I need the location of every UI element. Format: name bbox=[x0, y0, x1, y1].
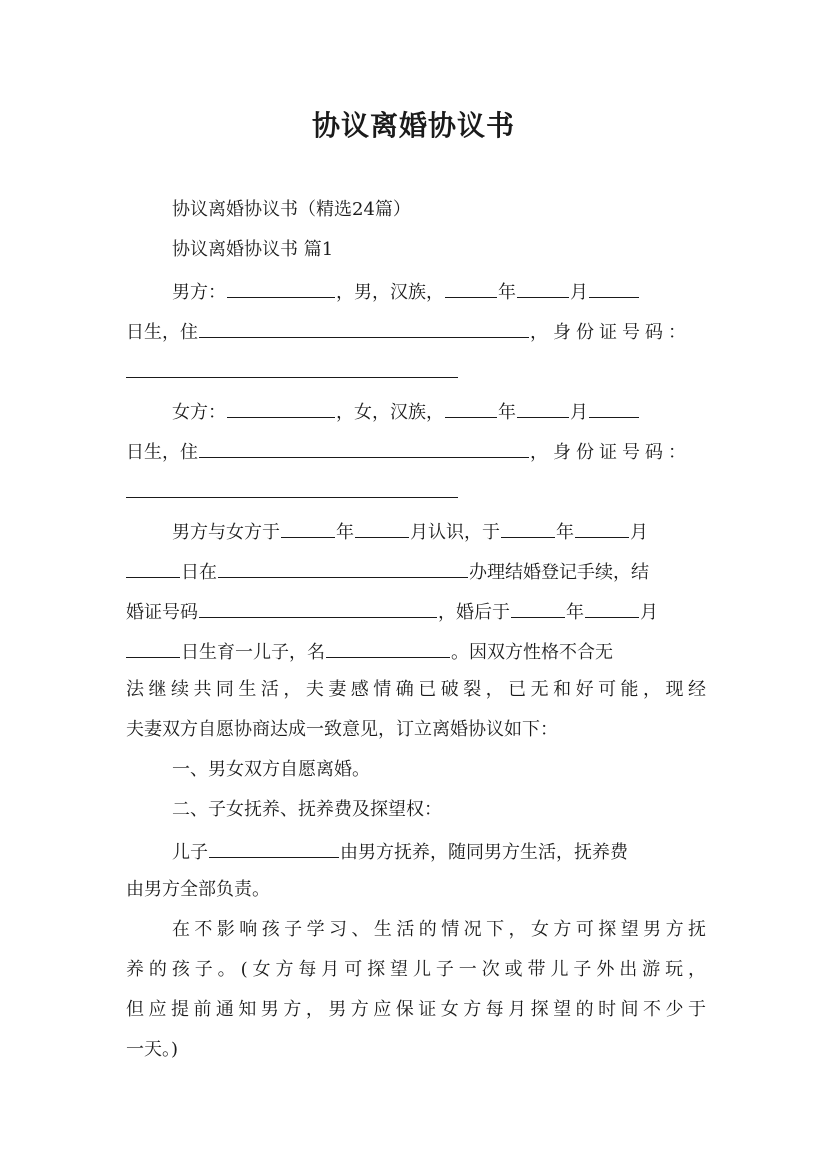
text: 日生育一儿子，名 bbox=[181, 642, 325, 663]
female-address-blank bbox=[199, 438, 529, 458]
female-birth-year-blank bbox=[445, 398, 497, 418]
section-heading: 协议离婚协议书 篇1 bbox=[172, 239, 334, 260]
marriage-line-2 bbox=[126, 558, 706, 585]
document-subtitle: 协议离婚协议书（精选24篇） bbox=[172, 199, 411, 220]
male-id-blank bbox=[126, 358, 458, 378]
text: 月认识，于 bbox=[410, 522, 500, 543]
birth-year-blank bbox=[511, 598, 565, 618]
month-text: 月 bbox=[570, 402, 588, 423]
female-info-line-1 bbox=[126, 398, 706, 425]
certificate-number-blank bbox=[199, 598, 437, 618]
born-text: 日生，住 bbox=[126, 442, 198, 463]
text: ，婚后于 bbox=[438, 602, 510, 623]
marriage-line-6: 夫妻双方自愿协商达成一致意见，订立离婚协议如下： bbox=[126, 719, 558, 740]
text: 月 bbox=[630, 522, 648, 543]
visit-line-3: 但应提前通知男方，男方应保证女方每月探望的时间不少于 bbox=[126, 999, 706, 1020]
clause-1: 一、男女双方自愿离婚。 bbox=[172, 759, 370, 780]
id-label: ，身份证号码： bbox=[530, 322, 691, 343]
male-birth-year-blank bbox=[445, 278, 497, 298]
text: 。因双方性格不合无 bbox=[451, 642, 613, 663]
male-name-blank bbox=[227, 278, 335, 298]
birth-month-blank bbox=[585, 598, 639, 618]
female-gender-text: ，女，汉族， bbox=[336, 402, 444, 423]
text: 婚证号码 bbox=[126, 602, 198, 623]
document-title: 协议离婚协议书 bbox=[311, 109, 515, 142]
custody-line-1 bbox=[126, 838, 706, 865]
male-address-blank bbox=[199, 318, 529, 338]
clause-2-heading: 二、子女抚养、抚养费及探望权： bbox=[172, 799, 442, 820]
visit-line-4: 一天。) bbox=[126, 1039, 179, 1060]
text: 办理结婚登记手续，结 bbox=[469, 562, 649, 583]
register-year-blank bbox=[501, 518, 555, 538]
month-text: 月 bbox=[570, 282, 588, 303]
male-info-line-2 bbox=[126, 318, 706, 345]
year-text: 年 bbox=[498, 282, 516, 303]
female-birth-day-blank bbox=[589, 398, 639, 418]
year-text: 年 bbox=[498, 402, 516, 423]
meet-month-blank bbox=[355, 518, 409, 538]
marriage-line-5: 法继续共同生活，夫妻感情确已破裂，已无和好可能，现经 bbox=[126, 679, 706, 700]
female-info-line-2 bbox=[126, 438, 706, 465]
text: 日在 bbox=[181, 562, 217, 583]
birth-day-blank bbox=[126, 638, 180, 658]
male-gender-text: ，男，汉族， bbox=[336, 282, 444, 303]
male-birth-month-blank bbox=[517, 278, 569, 298]
marriage-line-3 bbox=[126, 598, 706, 625]
text: 年 bbox=[566, 602, 584, 623]
custody-line-2: 由男方全部负责。 bbox=[126, 879, 270, 900]
marriage-line-4 bbox=[126, 638, 706, 665]
male-label: 男方： bbox=[172, 282, 226, 303]
id-label: ，身份证号码： bbox=[530, 442, 691, 463]
male-info-line-1 bbox=[126, 278, 706, 305]
son-name-blank bbox=[209, 838, 339, 858]
text: 儿子 bbox=[172, 842, 208, 863]
born-text: 日生，住 bbox=[126, 322, 198, 343]
text: 年 bbox=[336, 522, 354, 543]
male-birth-day-blank bbox=[589, 278, 639, 298]
male-info-line-3 bbox=[126, 358, 706, 385]
female-label: 女方： bbox=[172, 402, 226, 423]
female-id-blank bbox=[126, 478, 458, 498]
register-day-blank bbox=[126, 558, 180, 578]
text: 月 bbox=[640, 602, 658, 623]
female-info-line-3 bbox=[126, 478, 706, 505]
marriage-line-1 bbox=[126, 518, 706, 545]
text: 由男方抚养，随同男方生活，抚养费 bbox=[340, 842, 628, 863]
visit-line-1: 在不影响孩子学习、生活的情况下，女方可探望男方抚 bbox=[172, 919, 706, 940]
female-name-blank bbox=[227, 398, 335, 418]
child-name-blank bbox=[326, 638, 450, 658]
visit-line-2: 养的孩子。(女方每月可探望儿子一次或带儿子外出游玩， bbox=[126, 959, 706, 980]
register-month-blank bbox=[575, 518, 629, 538]
text: 男方与女方于 bbox=[172, 522, 280, 543]
text: 年 bbox=[556, 522, 574, 543]
register-place-blank bbox=[218, 558, 468, 578]
meet-year-blank bbox=[281, 518, 335, 538]
female-birth-month-blank bbox=[517, 398, 569, 418]
